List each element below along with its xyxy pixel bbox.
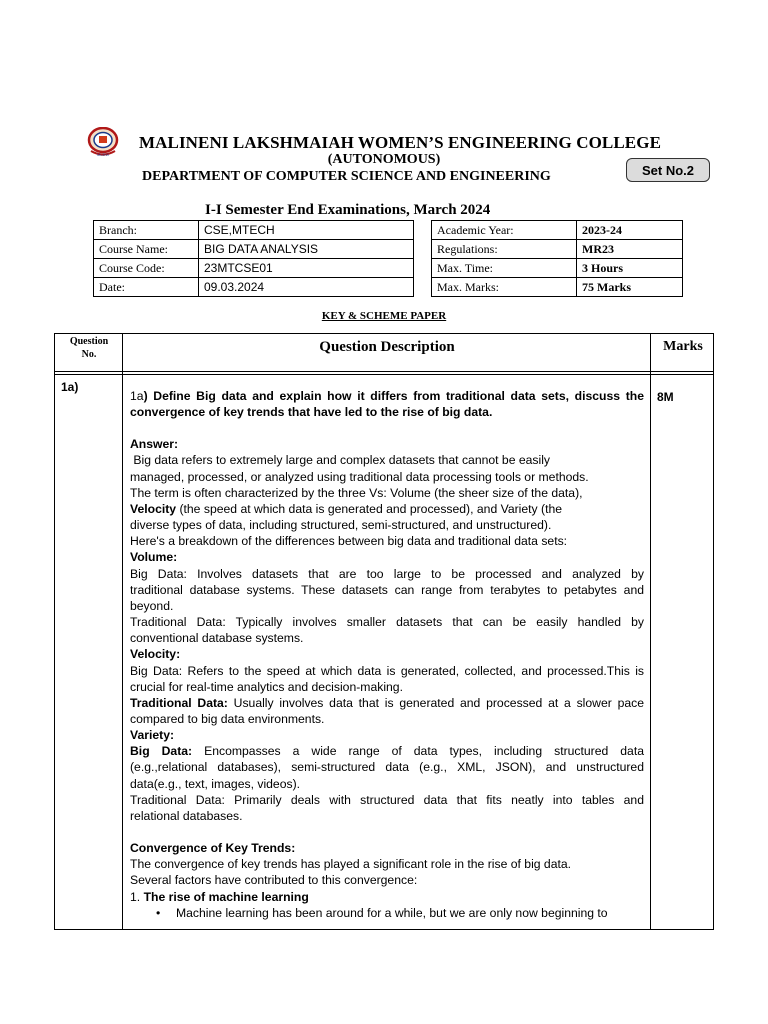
course-info-table [93,220,414,297]
answer-line: data(e.g., text, images, videos). [130,776,301,791]
exam-info-table [431,220,683,297]
header-question-no: Question No. [69,336,109,360]
answer-line: traditional database systems. These datasets can range from terabytes to petabytes and [130,582,644,597]
numbered-heading: 1. The rise of machine learning [130,889,309,904]
bullet-icon: • [156,905,161,920]
info-label: Max. Marks: [432,278,577,297]
question-text: convergence of key trends that have led to the rise of big data. [130,405,493,420]
answer-label: Answer: [130,437,179,452]
answer-line: Traditional Data: Primarily deals with structured data that fits neatly into tables and [130,792,644,807]
header-marks: Marks [663,339,703,354]
answer-line: Big Data: Refers to the speed at which data is generated, collected, and processed.This is [130,663,644,678]
answer-line: Big data refers to extremely large and complex datasets that cannot be easily [130,453,551,468]
autonomous-label: (AUTONOMOUS) [327,152,441,167]
answer-line: conventional database systems. [130,631,304,646]
row-divider [55,371,713,372]
info-label: Course Name: [94,240,199,259]
info-label: Course Code: [94,259,199,278]
department-name: DEPARTMENT OF COMPUTER SCIENCE AND ENGINEERING [142,169,551,184]
info-row [432,278,683,297]
info-value: 3 Hours [577,259,683,278]
info-row [432,221,683,240]
college-name: MALINENI LAKSHMAIAH WOMEN’S ENGINEERING COLLEGE [139,133,662,152]
answer-line: managed, processed, or analyzed using traditional data processing tools or methods. [130,469,589,484]
section-heading: Variety: [130,728,175,743]
answer-line: (e.g.,relational databases), semi-structured data (e.g., XML, JSON), and unstructured [130,760,644,775]
logo-text: MLEW [97,152,109,157]
answer-line: Here's a breakdown of the differences between big data and traditional data sets: [130,534,568,549]
column-divider [650,334,651,929]
question-marks: 8M [657,390,674,404]
answer-line: Big Data: Encompasses a wide range of data types, including structured data [130,744,644,759]
answer-line: beyond. [130,598,174,613]
answer-line: Velocity (the speed at which data is generated and processed), and Variety (the [130,501,563,516]
answer-line: relational databases. [130,808,243,823]
section-heading: Velocity: [130,647,181,662]
info-label: Max. Time: [432,259,577,278]
info-row [94,278,414,297]
info-row [94,221,414,240]
info-value: BIG DATA ANALYSIS [199,240,414,259]
info-value: CSE,MTECH [199,221,414,240]
bullet-item: • Machine learning has been around for a while, but we are only now beginning to [156,905,608,920]
info-label: Academic Year: [432,221,577,240]
info-value: 75 Marks [577,278,683,297]
answer-line: The term is often characterized by the three Vs: Volume (the sheer size of the data), [130,485,583,500]
answer-line: The convergence of key trends has played a significant role in the rise of big data. [130,857,572,872]
question-number: 1a) [61,380,79,394]
info-row [94,240,414,259]
info-value: 09.03.2024 [199,278,414,297]
answer-line: diverse types of data, including structured, semi-structured, and unstructured). [130,518,552,533]
info-label: Branch: [94,221,199,240]
info-value: MR23 [577,240,683,259]
answer-line: Several factors have contributed to this convergence: [130,873,418,888]
info-row [432,240,683,259]
question-table [54,333,714,930]
answer-line: Big Data: Involves datasets that are too large to be processed and analyzed by [130,566,644,581]
column-divider [122,334,123,929]
set-number-badge: Set No.2 [626,158,710,182]
answer-line: Traditional Data: Usually involves data that is generated and processed at a slower pace [130,695,644,710]
section-heading: Convergence of Key Trends: [130,841,296,856]
exam-title: I-I Semester End Examinations, March 2024 [205,202,491,218]
answer-line: compared to big data environments. [130,711,325,726]
info-label: Date: [94,278,199,297]
info-label: Regulations: [432,240,577,259]
key-scheme-title: KEY & SCHEME PAPER [321,310,447,322]
answer-content [130,388,644,921]
info-row [432,259,683,278]
info-row [94,259,414,278]
info-value: 23MTCSE01 [199,259,414,278]
section-heading: Volume: [130,550,178,565]
question-text: 1a) Define Big data and explain how it differs from traditional data sets, discuss the [130,389,644,403]
answer-line: Traditional Data: Typically involves smaller datasets that can be easily handled by [130,615,644,630]
header-question-description: Question Description [319,339,455,355]
info-value: 2023-24 [577,221,683,240]
answer-line: crucial for real-time analytics and decision-making. [130,679,403,694]
row-divider [55,374,713,375]
